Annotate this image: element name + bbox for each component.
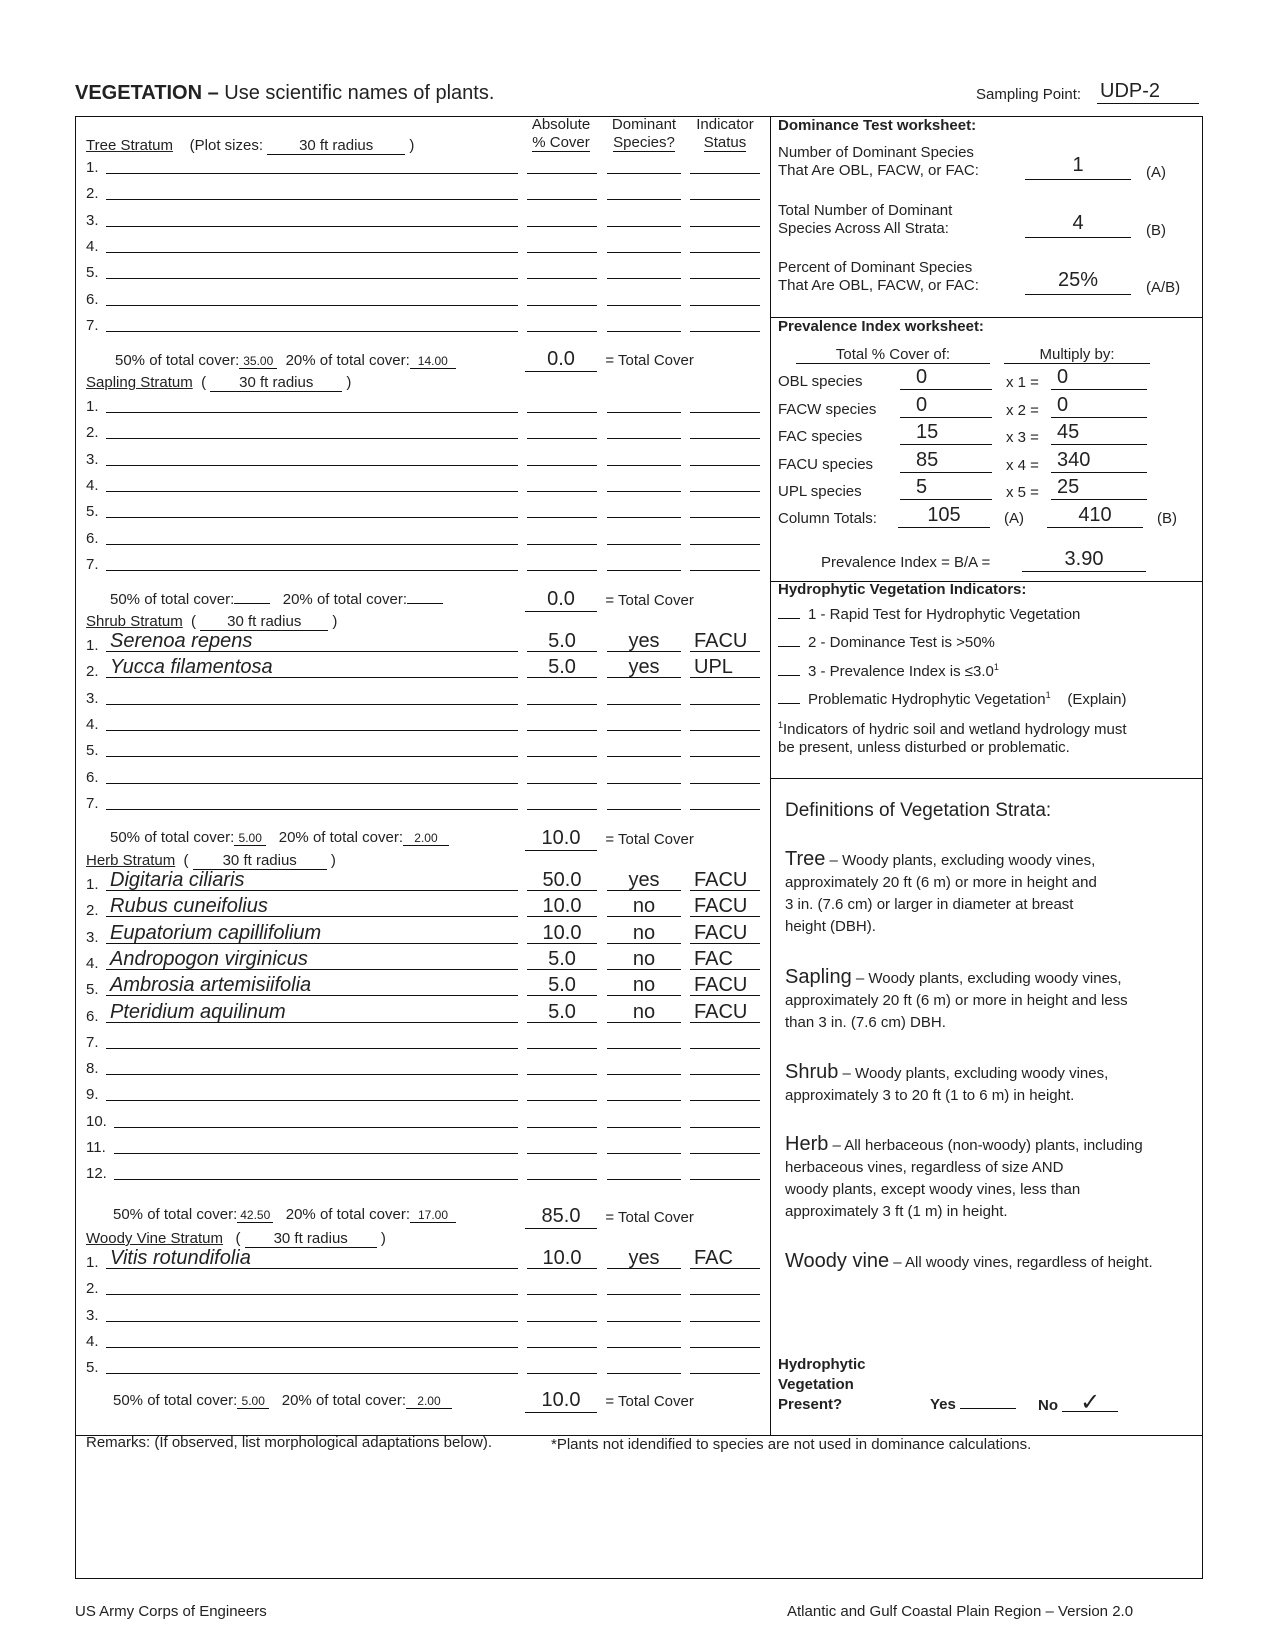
absolute-cover-field[interactable]: [527, 788, 597, 810]
woody-total-field[interactable]: 10.0: [525, 1389, 597, 1413]
shrub-stratum-title: Shrub Stratum ( 30 ft radius ): [86, 613, 338, 630]
row-number: 5.: [86, 1359, 99, 1377]
dominance-ab-code: (A/B): [1146, 279, 1181, 296]
absolute-cover-field[interactable]: [527, 444, 597, 466]
indicator-status-field[interactable]: [690, 1106, 760, 1128]
absolute-cover-field[interactable]: [527, 417, 597, 439]
sapling-plot-size-field[interactable]: 30 ft radius: [210, 374, 342, 392]
prevalence-index-field[interactable]: 3.90: [1022, 548, 1146, 572]
absolute-cover-field[interactable]: [527, 284, 597, 306]
dominant-species-field[interactable]: [607, 1132, 681, 1154]
indicator-dominance-test[interactable]: 2 - Dominance Test is >50%: [778, 634, 995, 651]
absolute-cover-field[interactable]: [527, 549, 597, 571]
species-name-field[interactable]: [106, 1352, 518, 1374]
veg-present-yes[interactable]: Yes: [930, 1395, 1016, 1413]
row-number: 3.: [86, 1306, 99, 1324]
indicator-status-field[interactable]: [690, 1300, 760, 1322]
species-name-field[interactable]: Ambrosia artemisiifolia: [106, 974, 518, 996]
shrub-20pct-field[interactable]: 2.00: [403, 831, 449, 846]
row-number: 7.: [86, 555, 99, 573]
herb-stratum-title: Herb Stratum ( 30 ft radius ): [86, 852, 336, 869]
shrub-total-cover: 10.0 = Total Cover: [525, 827, 694, 851]
indicator-status-field[interactable]: [690, 257, 760, 279]
absolute-cover-field[interactable]: [527, 1106, 597, 1128]
header-indicator-status: Indicator Status: [696, 116, 754, 151]
absolute-cover-field[interactable]: [527, 762, 597, 784]
absolute-cover-field[interactable]: [527, 1053, 597, 1075]
column-totals-a-field[interactable]: 105: [898, 504, 990, 528]
absolute-cover-field[interactable]: [527, 1352, 597, 1374]
row-number: 7.: [86, 794, 99, 812]
row-number: 7.: [86, 1033, 99, 1051]
page-title: VEGETATION – Use scientific names of plants.: [75, 82, 495, 104]
indicator-status-field[interactable]: [690, 1053, 760, 1075]
indicator-status-field[interactable]: [690, 709, 760, 731]
sapling-20pct-field[interactable]: [407, 603, 443, 604]
definitions-title: Definitions of Vegetation Strata:: [785, 800, 1052, 821]
dominance-b-code: (B): [1146, 222, 1166, 239]
row-number: 6.: [86, 290, 99, 308]
tree-total-cover: 0.0 = Total Cover: [525, 348, 694, 372]
dominant-species-field[interactable]: [607, 788, 681, 810]
veg-present-no-check[interactable]: ✓: [1062, 1395, 1118, 1412]
sapling-stratum-title: Sapling Stratum ( 30 ft radius ): [86, 374, 352, 391]
species-name-field[interactable]: [106, 762, 518, 784]
multiplied-result-field[interactable]: 340: [1051, 449, 1147, 473]
dominant-species-field[interactable]: [607, 152, 681, 174]
absolute-cover-field[interactable]: [527, 470, 597, 492]
multiplier-label: x 2 =: [1006, 401, 1039, 419]
row-number: 6.: [86, 529, 99, 547]
species-class-label: FACU species: [778, 455, 874, 473]
indicator-status-field[interactable]: [690, 762, 760, 784]
dominant-species-field[interactable]: [607, 284, 681, 306]
absolute-cover-field[interactable]: 10.0: [527, 1247, 597, 1269]
woody-vine-stratum-title: Woody Vine Stratum ( 30 ft radius ): [86, 1230, 386, 1247]
dominant-species-field[interactable]: [607, 417, 681, 439]
prevalence-title: Prevalence Index worksheet:: [778, 318, 984, 335]
row-number: 6.: [86, 1007, 99, 1025]
indicator-status-field[interactable]: FACU: [690, 630, 760, 652]
prevalence-col2: Multiply by:: [1004, 346, 1150, 364]
dominance-title: Dominance Test worksheet:: [778, 117, 977, 134]
dominant-species-field[interactable]: [607, 1079, 681, 1101]
absolute-cover-field[interactable]: [527, 1027, 597, 1049]
absolute-cover-field[interactable]: [527, 257, 597, 279]
indicator-status-field[interactable]: [690, 683, 760, 705]
species-name-field[interactable]: [106, 310, 518, 332]
species-name-field[interactable]: Digitaria ciliaris: [106, 869, 518, 891]
dominant-species-field[interactable]: [607, 683, 681, 705]
absolute-cover-field[interactable]: [527, 1273, 597, 1295]
dominant-species-field[interactable]: [607, 444, 681, 466]
row-number: 2.: [86, 424, 99, 442]
species-name-field[interactable]: [106, 1027, 518, 1049]
veg-present-no[interactable]: No ✓: [1038, 1395, 1118, 1414]
sampling-point-field[interactable]: UDP-2: [1097, 80, 1199, 104]
dominant-species-field[interactable]: [607, 1352, 681, 1374]
absolute-cover-field[interactable]: [527, 523, 597, 545]
absolute-cover-field[interactable]: [527, 1158, 597, 1180]
column-totals-a-code: (A): [1004, 510, 1024, 527]
woody-50pct-field[interactable]: 5.00: [237, 1394, 269, 1409]
dominance-a-code: (A): [1146, 164, 1166, 181]
absolute-cover-field[interactable]: [527, 683, 597, 705]
absolute-cover-field[interactable]: 5.0: [527, 656, 597, 678]
absolute-cover-field[interactable]: 10.0: [527, 922, 597, 944]
dominant-species-field[interactable]: no: [607, 1001, 681, 1023]
indicator-status-field[interactable]: [690, 470, 760, 492]
indicator-status-field[interactable]: [690, 310, 760, 332]
dominance-b-field[interactable]: 4: [1025, 212, 1131, 238]
species-name-field[interactable]: Andropogon virginicus: [106, 948, 518, 970]
species-name-field[interactable]: Eupatorium capillifolium: [106, 922, 518, 944]
row-number: 4.: [86, 954, 99, 972]
row-number: 9.: [86, 1086, 99, 1104]
dominant-species-field[interactable]: [607, 762, 681, 784]
species-name-field[interactable]: [106, 205, 518, 227]
dominant-species-field[interactable]: [607, 1053, 681, 1075]
absolute-cover-field[interactable]: [527, 310, 597, 332]
dominant-species-field[interactable]: [607, 1106, 681, 1128]
row-number: 4.: [86, 237, 99, 255]
species-name-field[interactable]: [106, 152, 518, 174]
shrub-total-field[interactable]: 10.0: [525, 827, 597, 851]
header-dominant-species: Dominant Species?: [611, 116, 677, 151]
species-class-label: OBL species: [778, 373, 863, 390]
dominance-b-label: Total Number of Dominant Species Across All Strata:: [778, 202, 953, 237]
species-name-field[interactable]: [106, 417, 518, 439]
indicator-status-field[interactable]: FACU: [690, 974, 760, 996]
dominant-species-field[interactable]: [607, 205, 681, 227]
species-name-field[interactable]: [106, 549, 518, 571]
definition-shrub: Shrub – Woody plants, excluding woody vines, approximately 3 to 20 ft (1 to 6 m) in height.: [785, 1061, 1109, 1104]
dominant-species-field[interactable]: [607, 231, 681, 253]
indicator-status-field[interactable]: FACU: [690, 869, 760, 891]
absolute-cover-field[interactable]: [527, 735, 597, 757]
row-number: 1.: [86, 159, 99, 176]
row-number: 7.: [86, 316, 99, 334]
absolute-cover-field[interactable]: [527, 152, 597, 174]
dominant-species-field[interactable]: [607, 1326, 681, 1348]
species-name-field[interactable]: [106, 683, 518, 705]
row-number: 5.: [86, 981, 99, 999]
dominant-species-field[interactable]: [607, 1027, 681, 1049]
absolute-cover-field[interactable]: [527, 231, 597, 253]
indicator-status-field[interactable]: [690, 231, 760, 253]
dominant-species-field[interactable]: no: [607, 922, 681, 944]
indicator-status-field[interactable]: [690, 1027, 760, 1049]
sapling-total-field[interactable]: 0.0: [525, 588, 597, 612]
indicator-3-checkbox[interactable]: [778, 675, 800, 676]
absolute-cover-field[interactable]: [527, 1079, 597, 1101]
absolute-cover-field[interactable]: [527, 1300, 597, 1322]
indicator-status-field[interactable]: [690, 523, 760, 545]
multiplied-result-field[interactable]: 0: [1051, 394, 1147, 418]
row-number: 11.: [86, 1139, 106, 1156]
indicator-status-field[interactable]: [690, 1326, 760, 1348]
row-number: 2.: [86, 185, 99, 203]
row-number: 3.: [86, 689, 99, 707]
footer-region: Atlantic and Gulf Coastal Plain Region – Version 2.0: [787, 1603, 1134, 1620]
absolute-cover-field[interactable]: 50.0: [527, 869, 597, 891]
indicator-status-field[interactable]: FAC: [690, 948, 760, 970]
indicator-status-field[interactable]: [690, 735, 760, 757]
row-number: 5.: [86, 264, 99, 282]
indicator-2-checkbox[interactable]: [778, 646, 800, 647]
indicator-status-field[interactable]: [690, 284, 760, 306]
species-name-field[interactable]: [114, 1158, 518, 1180]
species-name-field[interactable]: [106, 523, 518, 545]
column-totals-label: Column Totals:: [778, 510, 877, 527]
dominant-species-field[interactable]: [607, 178, 681, 200]
definition-woody-vine: Woody vine – All woody vines, regardless of height.: [785, 1250, 1153, 1272]
row-number: 5.: [86, 742, 99, 760]
dominant-species-field[interactable]: [607, 1273, 681, 1295]
row-number: 3.: [86, 211, 99, 229]
multiplier-label: x 4 =: [1006, 456, 1039, 474]
column-divider: [770, 116, 771, 1435]
herb-cover-summary: 50% of total cover: 42.50 20% of total cover: 17.00: [113, 1206, 456, 1223]
species-name-field[interactable]: [106, 1300, 518, 1322]
species-class-label: UPL species: [778, 483, 862, 500]
indicator-status-field[interactable]: FACU: [690, 922, 760, 944]
species-name-field[interactable]: [106, 1079, 518, 1101]
indicator-status-field[interactable]: [690, 496, 760, 518]
tree-stratum-title: Tree Stratum (Plot sizes: 30 ft radius ): [86, 137, 415, 154]
species-name-field[interactable]: [106, 470, 518, 492]
indicator-status-field[interactable]: FAC: [690, 1247, 760, 1269]
species-name-field[interactable]: [106, 231, 518, 253]
dominant-species-field[interactable]: [607, 549, 681, 571]
dominant-species-field[interactable]: [607, 391, 681, 413]
indicator-status-field[interactable]: [690, 417, 760, 439]
indicator-status-field[interactable]: [690, 1132, 760, 1154]
species-name-field[interactable]: [106, 284, 518, 306]
indicator-status-field[interactable]: [690, 1079, 760, 1101]
absolute-cover-field[interactable]: [527, 709, 597, 731]
definition-herb: Herb – All herbaceous (non-woody) plants, including herbaceous vines, regardless of size AND woody plants, except woody vines, less than approximately 3 ft (1 m) in height.: [785, 1133, 1143, 1220]
shrub-cover-summary: 50% of total cover: 5.00 20% of total cover: 2.00: [110, 829, 449, 846]
dominance-a-field[interactable]: 1: [1025, 154, 1131, 180]
row-number: 10.: [86, 1112, 107, 1130]
dominant-species-field[interactable]: [607, 257, 681, 279]
woody-cover-summary: 50% of total cover: 5.00 20% of total cover: 2.00: [113, 1392, 452, 1409]
absolute-cover-field[interactable]: 5.0: [527, 1001, 597, 1023]
dominance-ab-label: Percent of Dominant Species That Are OBL, FACW, or FAC:: [778, 259, 979, 294]
species-name-field[interactable]: Vitis rotundifolia: [106, 1247, 518, 1269]
species-name-field[interactable]: Serenoa repens: [106, 630, 518, 652]
indicator-status-field[interactable]: [690, 205, 760, 227]
species-name-field[interactable]: [106, 257, 518, 279]
species-cover-field[interactable]: 0: [900, 366, 992, 390]
absolute-cover-field[interactable]: [527, 205, 597, 227]
row-number: 8.: [86, 1060, 99, 1078]
hydro-footnote: $^1$Indicators of hydric soil and wetland hydrology must be present, unless disturbed or problematic.: [778, 720, 1127, 756]
dominant-species-field[interactable]: [607, 310, 681, 332]
species-name-field[interactable]: [106, 788, 518, 810]
indicator-status-field[interactable]: FACU: [690, 895, 760, 917]
species-cover-field[interactable]: 5: [900, 476, 992, 500]
indicator-status-field[interactable]: [690, 1273, 760, 1295]
multiplied-result-field[interactable]: 45: [1051, 421, 1147, 445]
footer-agency: US Army Corps of Engineers: [75, 1603, 267, 1620]
dominant-species-field[interactable]: no: [607, 895, 681, 917]
row-number: 6.: [86, 768, 99, 786]
row-number: 3.: [86, 450, 99, 468]
dominant-species-field[interactable]: yes: [607, 630, 681, 652]
row-number: 4.: [86, 476, 99, 494]
absolute-cover-field[interactable]: 5.0: [527, 974, 597, 996]
multiplier-label: x 5 =: [1006, 484, 1039, 501]
indicator-status-field[interactable]: [690, 549, 760, 571]
row-number: 2.: [86, 902, 99, 920]
species-name-field[interactable]: [106, 391, 518, 413]
species-cover-field[interactable]: 0: [900, 394, 992, 418]
dominant-species-field[interactable]: [607, 470, 681, 492]
indicator-problematic[interactable]: Problematic Hydrophytic Vegetation$^1$ (Explain): [778, 690, 1127, 708]
species-name-field[interactable]: Yucca filamentosa: [106, 656, 518, 678]
indicator-status-field[interactable]: [690, 391, 760, 413]
woody-plot-size-field[interactable]: 30 ft radius: [245, 1230, 377, 1248]
tree-20pct-field[interactable]: 14.00: [410, 354, 456, 369]
species-class-label: FAC species: [778, 428, 863, 445]
species-cover-field[interactable]: 15: [900, 421, 992, 445]
row-number: 4.: [86, 1332, 99, 1350]
column-totals-b-field[interactable]: 410: [1047, 504, 1143, 528]
dominant-species-field[interactable]: [607, 496, 681, 518]
definition-sapling: Sapling – Woody plants, excluding woody vines, approximately 20 ft (6 m) or more in height and less than 3 in. (7.6 cm) DBH.: [785, 966, 1128, 1031]
indicator-rapid-test[interactable]: 1 - Rapid Test for Hydrophytic Vegetation: [778, 606, 1080, 623]
species-class-label: FACW species: [778, 400, 877, 418]
absolute-cover-field[interactable]: [527, 1132, 597, 1154]
row-number: 4.: [86, 715, 99, 733]
hydro-indicators-title: Hydrophytic Vegetation Indicators:: [778, 581, 1027, 598]
indicator-status-field[interactable]: [690, 444, 760, 466]
absolute-cover-field[interactable]: [527, 1326, 597, 1348]
herb-plot-size-field[interactable]: 30 ft radius: [193, 852, 327, 870]
prevalence-col1: Total % Cover of:: [796, 346, 990, 364]
row-number: 1.: [86, 637, 99, 654]
absolute-cover-field[interactable]: [527, 178, 597, 200]
sapling-cover-summary: 50% of total cover: 20% of total cover:: [110, 591, 443, 608]
species-name-field[interactable]: Rubus cuneifolius: [106, 895, 518, 917]
woody-20pct-field[interactable]: 2.00: [406, 1394, 452, 1409]
row-number: 1.: [86, 876, 99, 893]
woody-total-cover: 10.0 = Total Cover: [525, 1389, 694, 1413]
indicator-status-field[interactable]: [690, 1352, 760, 1374]
indicator-status-field[interactable]: [690, 1158, 760, 1180]
herb-20pct-field[interactable]: 17.00: [410, 1208, 456, 1223]
species-name-field[interactable]: [106, 735, 518, 757]
absolute-cover-field[interactable]: 10.0: [527, 895, 597, 917]
absolute-cover-field[interactable]: 5.0: [527, 630, 597, 652]
dominance-ab-field[interactable]: 25%: [1025, 269, 1131, 295]
tree-50pct-field[interactable]: 35.00: [239, 354, 277, 369]
prevalence-index-label: Prevalence Index = B/A =: [821, 554, 991, 571]
header-absolute-cover: Absolute % Cover: [531, 116, 591, 151]
row-number: 2.: [86, 1280, 99, 1298]
species-name-field[interactable]: [106, 709, 518, 731]
row-number: 2.: [86, 663, 99, 681]
dominance-a-label: Number of Dominant Species That Are OBL, FACW, or FAC:: [778, 144, 979, 179]
species-name-field[interactable]: [114, 1132, 518, 1154]
row-number: 1.: [86, 398, 99, 415]
definition-tree: Tree – Woody plants, excluding woody vines, approximately 20 ft (6 m) or more in height and 3 in. (7.6 cm) or larger in diameter at breast height (DBH).: [785, 848, 1097, 935]
species-name-field[interactable]: [114, 1106, 518, 1128]
species-name-field[interactable]: [106, 1273, 518, 1295]
indicator-status-field[interactable]: UPL: [690, 656, 760, 678]
dominant-species-field[interactable]: no: [607, 974, 681, 996]
multiplied-result-field[interactable]: 25: [1051, 476, 1147, 500]
tree-plot-size-field[interactable]: 30 ft radius: [267, 137, 405, 155]
indicator-1-checkbox[interactable]: [778, 618, 800, 619]
indicator-prevalence-index[interactable]: 3 - Prevalence Index is $\le 3.0^1$: [778, 662, 999, 680]
veg-present-label: Hydrophytic Vegetation Present?: [778, 1356, 866, 1413]
row-number: 3.: [86, 928, 99, 946]
sapling-total-cover: 0.0 = Total Cover: [525, 588, 694, 612]
remarks-label: Remarks: (If observed, list morphological adaptations below).: [86, 1434, 493, 1451]
sapling-50pct-field[interactable]: [234, 603, 270, 604]
tree-cover-summary: 50% of total cover: 35.00 20% of total cover: 14.00: [115, 352, 456, 369]
sampling-point-label: Sampling Point:: [976, 86, 1082, 103]
shrub-plot-size-field[interactable]: 30 ft radius: [200, 613, 328, 631]
absolute-cover-field[interactable]: [527, 496, 597, 518]
dominant-species-field[interactable]: [607, 1158, 681, 1180]
remarks-note: *Plants not idendified to species are not used in dominance calculations.: [551, 1436, 1032, 1453]
species-name-field[interactable]: [106, 178, 518, 200]
row-number: 5.: [86, 503, 99, 521]
absolute-cover-field[interactable]: 5.0: [527, 948, 597, 970]
dominant-species-field[interactable]: [607, 709, 681, 731]
dominant-species-field[interactable]: [607, 735, 681, 757]
dominant-species-field[interactable]: [607, 1300, 681, 1322]
multiplied-result-field[interactable]: 0: [1051, 366, 1147, 390]
herb-total-field[interactable]: 85.0: [525, 1205, 597, 1229]
indicator-status-field[interactable]: FACU: [690, 1001, 760, 1023]
dominant-species-field[interactable]: yes: [607, 1247, 681, 1269]
veg-present-yes-field[interactable]: [960, 1395, 1016, 1409]
multiplier-label: x 1 =: [1006, 374, 1039, 391]
species-name-field[interactable]: [106, 496, 518, 518]
species-name-field[interactable]: Pteridium aquilinum: [106, 1001, 518, 1023]
indicator-status-field[interactable]: [690, 152, 760, 174]
section-divider: [770, 778, 1203, 779]
species-name-field[interactable]: [106, 1326, 518, 1348]
tree-total-field[interactable]: 0.0: [525, 348, 597, 372]
absolute-cover-field[interactable]: [527, 391, 597, 413]
column-totals-b-code: (B): [1157, 510, 1177, 527]
indicator-4-checkbox[interactable]: [778, 703, 800, 704]
indicator-status-field[interactable]: [690, 788, 760, 810]
herb-total-cover: 85.0 = Total Cover: [525, 1205, 694, 1229]
row-number: 1.: [86, 1254, 99, 1271]
dominant-species-field[interactable]: yes: [607, 869, 681, 891]
herb-50pct-field[interactable]: 42.50: [237, 1208, 273, 1223]
dominant-species-field[interactable]: yes: [607, 656, 681, 678]
species-cover-field[interactable]: 85: [900, 449, 992, 473]
shrub-50pct-field[interactable]: 5.00: [234, 831, 266, 846]
species-name-field[interactable]: [106, 444, 518, 466]
dominant-species-field[interactable]: no: [607, 948, 681, 970]
indicator-status-field[interactable]: [690, 178, 760, 200]
species-name-field[interactable]: [106, 1053, 518, 1075]
dominant-species-field[interactable]: [607, 523, 681, 545]
multiplier-label: x 3 =: [1006, 429, 1039, 446]
row-number: 12.: [86, 1165, 107, 1183]
